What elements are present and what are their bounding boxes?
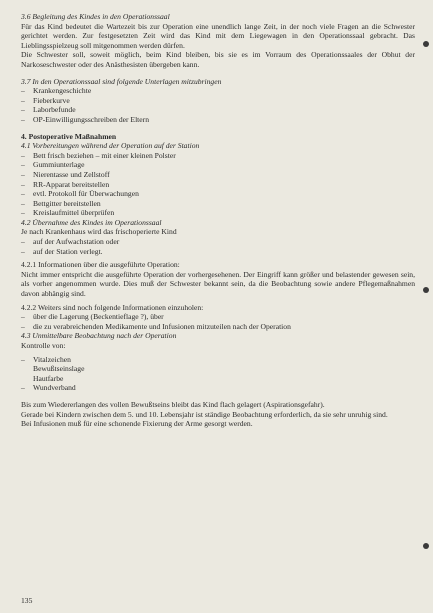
binder-hole (423, 41, 429, 47)
list-item: – Laborbefunde (21, 105, 415, 115)
list-item: – OP-Einwilligungsschreiben der Eltern (21, 115, 415, 125)
section-4-2-line: Je nach Krankenhaus wird das frischoperierte Kind (21, 227, 177, 237)
section-4-3-paragraph-3: Bei Infusionen muß für eine schonende Fixierung der Arme gesorgt werden. (21, 419, 253, 429)
page-number: 135 (21, 596, 33, 605)
section-4-3-paragraph: Bis zum Wiedererlangen des vollen Bewußtseins bleibt das Kind flach gelagert (Aspirationsgefahr). (21, 399, 325, 409)
section-4-heading: 4. Postoperative Maßnahmen (21, 131, 117, 141)
section-4-2-2-heading: 4.2.2 Weiters sind noch folgende Informationen einzuholen: (21, 302, 204, 312)
section-4-3-paragraph-2: Gerade bei Kindern zwischen dem 5. und 10. Lebensjahr ist ständige Beobachtung erforderlich, da sie sehr unruhig sind. (21, 409, 388, 419)
section-4-3-lead: Kontrolle von: (21, 341, 66, 350)
list-item: – Nierentasse und Zellstoff (21, 170, 415, 180)
list-item: – Bett frisch beziehen – mit einer kleinen Polster (21, 151, 415, 161)
section-4-2-1-heading: 4.2.1 Informationen über die ausgeführte Operation: (21, 260, 180, 270)
list-item: – auf der Station verlegt. (21, 247, 415, 257)
list-item: – Bettgitter bereitstellen (21, 199, 415, 209)
section-4-3-heading: 4.3 Unmittelbare Beobachtung nach der Operation (21, 331, 177, 341)
section-4-2-1-paragraph: Nicht immer entspricht die ausgeführte Operation der vorhergesehenen. Der Eingriff kann größer und belastender gewesen sein, als vorher angenommen wurde. Dies muß der Schwester bekannt sein, da die Beobachtung sowie andere Pflegemaßnahmen davon abhängig sind. (21, 269, 415, 299)
list-item: – auf der Aufwachstation oder (21, 237, 415, 247)
list-item: – Kreislaufmittel überprüfen (21, 208, 415, 218)
binder-hole (423, 543, 429, 549)
list-item: Hautfarbe (33, 373, 64, 383)
list-item: – Vitalzeichen (21, 355, 415, 365)
section-3-6-heading: 3.6 Begleitung des Kindes in den Operationssaal (21, 12, 170, 21)
section-4-2-list (21, 237, 415, 256)
list-item: – RR-Apparat bereitstellen (21, 180, 415, 190)
section-4-3-list (21, 355, 415, 393)
section-3-6-paragraph: Für das Kind bedeutet die Wartezeit bis zur Operation eine unendlich lange Zeit, in der noch viele Fragen an die Schwester gerichtet werden. Zur festgesetzten Zeit wird das Kind mit dem Liegewagen in den Operationssaal gebracht. Das Lieblingsspielzeug soll mitgenommen werden dürfen. (21, 21, 415, 50)
section-4-1-list (21, 151, 415, 218)
binder-hole (423, 287, 429, 293)
section-4-2-2-list (21, 312, 415, 331)
list-item: – Fieberkurve (21, 96, 415, 106)
section-3-7-heading: 3.7 In den Operationssaal sind folgende Unterlagen mitzubringen (21, 76, 222, 86)
list-item: – Krankengeschichte (21, 86, 415, 96)
section-3-6-paragraph-2: Die Schwester soll, soweit möglich, beim Kind bleiben, bis sie es im Vorraum des Operationssaales der Obhut der Narkoseschwester oder des Anästhesisten übergeben kann. (21, 50, 415, 69)
section-4-1-heading: 4.1 Vorbereitungen während der Operation auf der Station (21, 141, 200, 151)
list-item: – die zu verabreichenden Medikamente und Infusionen mitzuteilen nach der Operation (21, 322, 415, 332)
section-4-2-heading: 4.2 Übernahme des Kindes im Operationssaal (21, 217, 162, 227)
section-3-7-list (21, 86, 415, 124)
list-item: – Wundverband (21, 383, 415, 393)
list-item: – evtl. Protokoll für Überwachungen (21, 189, 415, 199)
list-item: – über die Lagerung (Beckentieflage ?), über (21, 312, 415, 322)
list-item: – Gummiunterlage (21, 160, 415, 170)
list-item: Bewußtseinslage (33, 364, 85, 374)
